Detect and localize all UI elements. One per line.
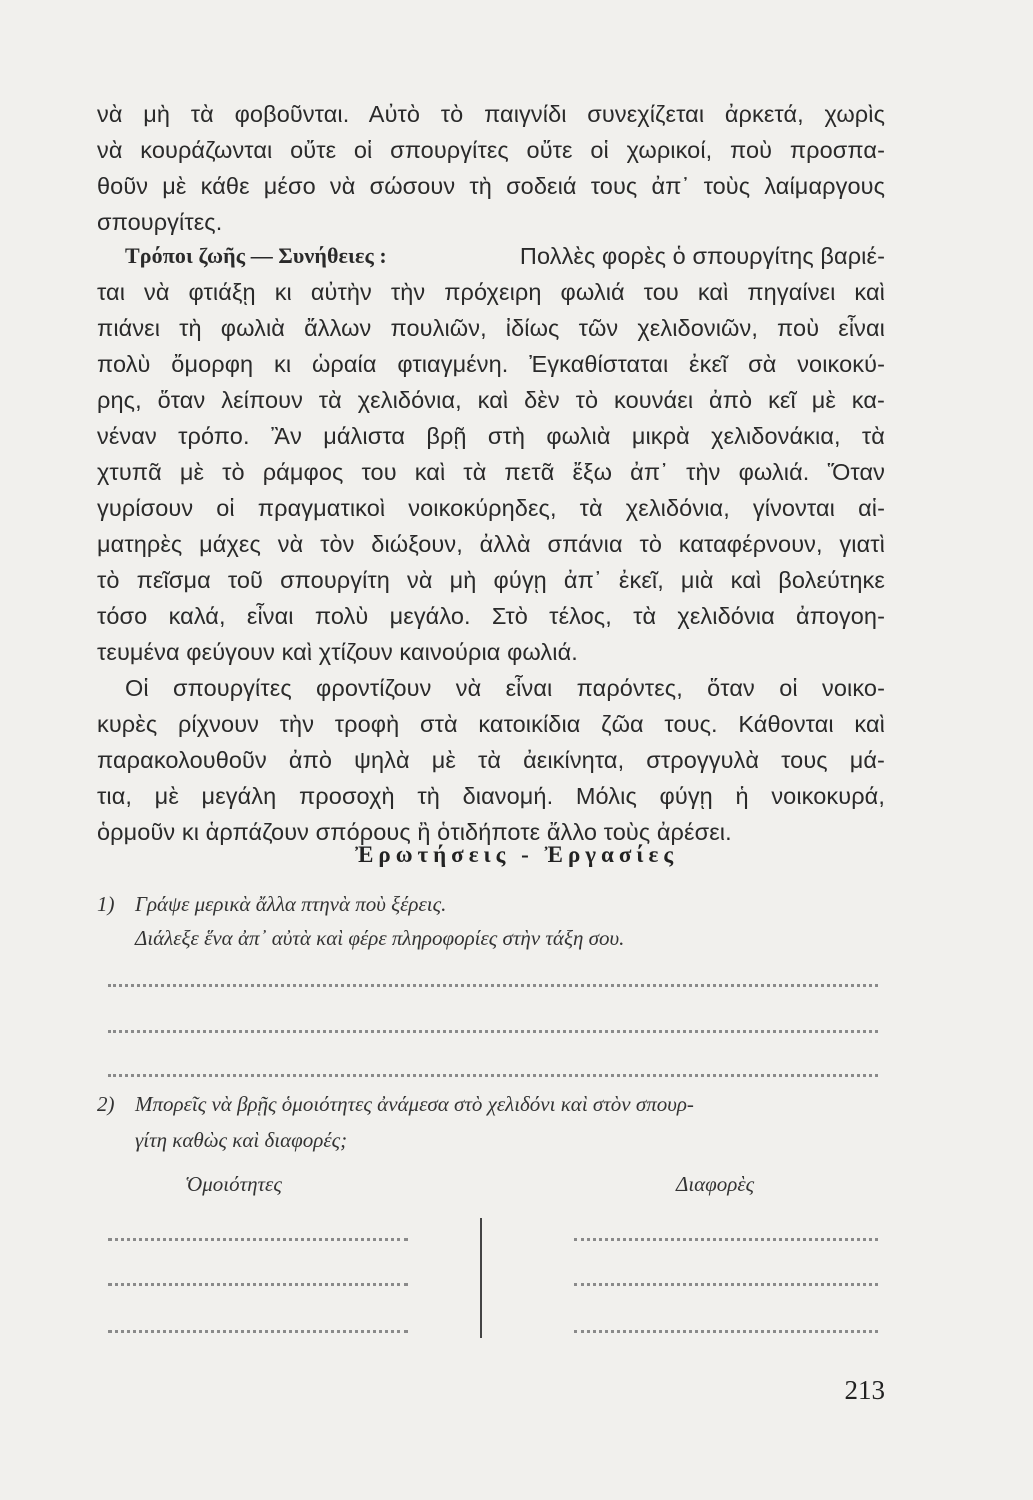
text-line: γυρίσουν οἱ πραγματικοὶ νοικοκύρηδες, τὰ χελιδόνια, γίνονται αἱ- [97,495,885,521]
question-1-text: Γράψε μερικὰ ἄλλα πτηνὰ ποὺ ξέρεις. [135,892,447,916]
text-line: νὰ μὴ τὰ φοβοῦνται. Αὐτὸ τὸ παιγνίδι συνεχίζεται ἀρκετά, χωρὶς [97,101,885,127]
question-2-number: 2) [97,1092,115,1116]
text-line: νὰ κουράζωνται οὔτε οἱ σπουργίτες οὔτε οἱ χωρικοί, ποὺ προσπα- [97,137,885,163]
column-divider [480,1218,482,1338]
text-line: πιάνει τὴ φωλιὰ ἄλλων πουλιῶν, ἰδίως τῶν χελιδονιῶν, ποὺ εἶναι [97,315,885,341]
question-1-text-line2: Διάλεξε ἕνα ἀπ᾽ αὐτὰ καὶ φέρε πληροφορίες στὴν τάξη σου. [135,926,625,950]
text-line: ματηρὲς μάχες νὰ τὸν διώξουν, ἀλλὰ σπάνια τὸ καταφέρνουν, γιατὶ [97,531,885,557]
text-line: νέναν τρόπο. Ἂν μάλιστα βρῇ στὴ φωλιὰ μικρὰ χελιδονάκια, τὰ [97,423,885,449]
answer-line[interactable] [108,1074,878,1077]
differences-header: Διαφορὲς [676,1172,755,1196]
similarities-answer-line[interactable] [108,1238,408,1241]
similarities-answer-line[interactable] [108,1283,408,1286]
text-line: τόσο καλά, εἶναι πολὺ μεγάλο. Στὸ τέλος, τὰ χελιδόνια ἀπογοη- [97,603,885,629]
text-line: παρακολουθοῦν ἀπὸ ψηλὰ μὲ τὰ ἀεικίνητα, στρογγυλὰ τους μά- [97,747,885,773]
text-line: ρης, ὅταν λείπουν τὰ χελιδόνια, καὶ δὲν τὸ κουνάει ἀπὸ κεῖ μὲ κα- [97,387,885,413]
answer-line[interactable] [108,1030,878,1033]
text-line: σπουργίτες. [97,209,223,235]
answer-line[interactable] [108,984,878,987]
text-line: ται νὰ φτιάξῃ κι αὐτὴν τὴν πρόχειρη φωλιά του καὶ πηγαίνει καὶ [97,279,885,305]
question-2-text-line2: γίτη καθὼς καὶ διαφορές; [135,1128,348,1152]
text-line: κυρὲς ρίχνουν τὴν τροφὴ στὰ κατοικίδια ζῶα τους. Κάθονται καὶ [97,711,885,737]
question-2-text: Μπορεῖς νὰ βρῇς ὁμοιότητες ἀνάμεσα στὸ χελιδόνι καὶ στὸν σπουρ- [135,1092,694,1116]
text-line: Πολλὲς φορὲς ὁ σπουργίτης βαριέ- [519,243,885,269]
text-line: θοῦν μὲ κάθε μέσο νὰ σώσουν τὴ σοδειά τους ἀπ᾽ τοὺς λαίμαργους [97,173,885,199]
differences-answer-line[interactable] [574,1283,878,1286]
text-line: τευμένα φεύγουν καὶ χτίζουν καινούρια φωλιά. [97,639,578,665]
text-line: Οἱ σπουργίτες φροντίζουν νὰ εἶναι παρόντες, ὅταν οἱ νοικο- [125,675,885,701]
page-number: 213 [844,1375,885,1405]
section-first-line [125,238,885,274]
text-line: χτυπᾶ μὲ τὸ ράμφος του καὶ τὰ πετᾶ ἔξω ἀπ᾽ τὴν φωλιά. Ὅταν [97,459,885,485]
exercises-title: Ἐρωτήσεις - Ἐργασίες [354,842,679,867]
section-heading: Τρόποι ζωῆς — Συνήθειες : [125,243,387,268]
differences-answer-line[interactable] [574,1330,878,1333]
similarities-header: Ὁμοιότητες [185,1172,282,1196]
text-line: τὸ πεῖσμα τοῦ σπουργίτη νὰ μὴ φύγῃ ἀπ᾽ ἐκεῖ, μιὰ καὶ βολεύτηκε [97,567,885,593]
similarities-answer-line[interactable] [108,1330,408,1333]
text-line: πολὺ ὄμορφη κι ὡραία φτιαγμένη. Ἐγκαθίσταται ἐκεῖ σὰ νοικοκύ- [97,351,885,377]
question-1-number: 1) [97,892,115,916]
differences-answer-line[interactable] [574,1238,878,1241]
text-line: τια, μὲ μεγάλη προσοχὴ τὴ διανομή. Μόλις φύγῃ ἡ νοικοκυρά, [97,783,885,809]
text-line: ὁρμοῦν κι ἁρπάζουν σπόρους ἢ ὁτιδήποτε ἄλλο τοὺς ἀρέσει. [97,819,732,845]
